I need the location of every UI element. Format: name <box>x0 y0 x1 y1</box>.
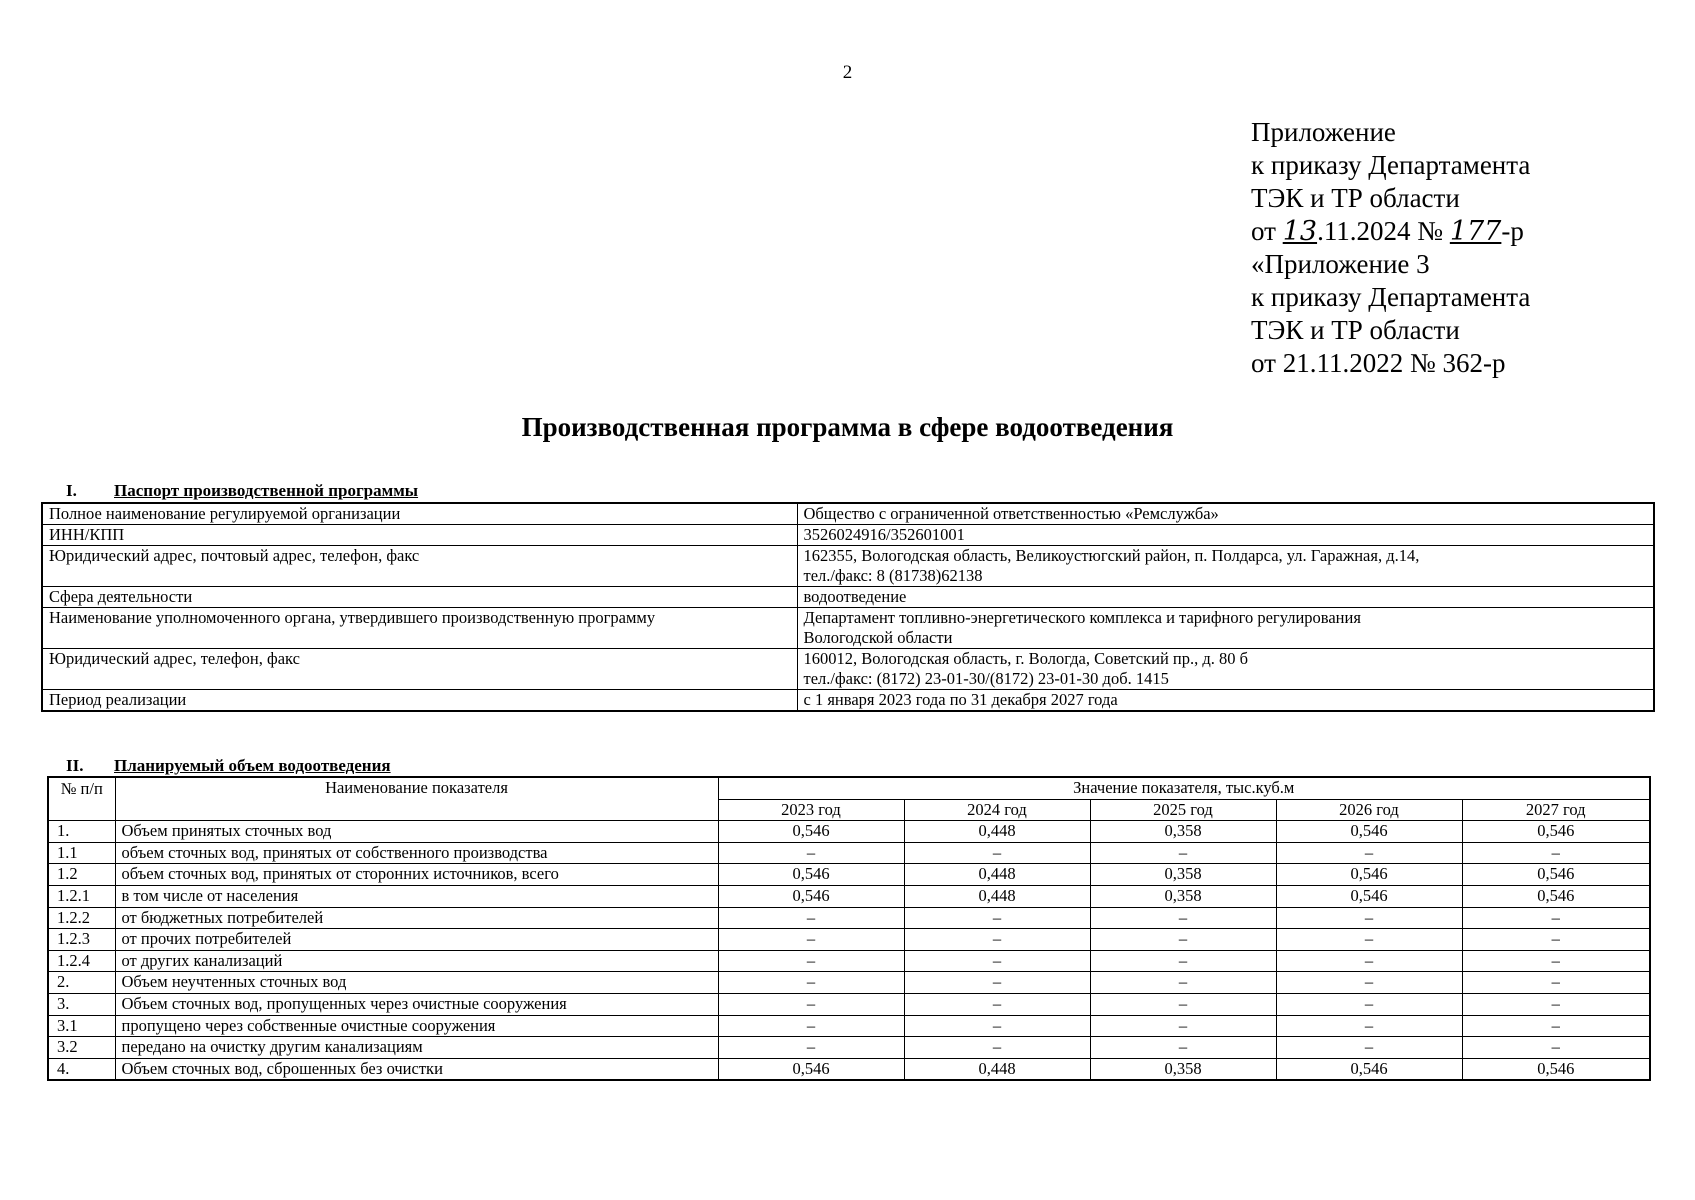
indicator-value: – <box>904 993 1090 1015</box>
passport-label: Юридический адрес, почтовый адрес, телефон, факс <box>42 546 797 587</box>
indicator-value: 0,358 <box>1090 821 1276 843</box>
passport-value-line: Департамент топливно-энергетического комплекса и тарифного регулирования <box>803 608 1361 627</box>
indicator-value: – <box>1462 907 1650 929</box>
indicator-name: в том числе от населения <box>115 885 718 907</box>
table-row <box>48 907 1650 929</box>
indicator-value: – <box>1090 950 1276 972</box>
indicator-value: – <box>1276 929 1462 951</box>
indicator-value: – <box>904 1037 1090 1059</box>
indicator-value: – <box>1090 842 1276 864</box>
annex-line: «Приложение 3 <box>1251 249 1430 279</box>
indicator-name: Объем сточных вод, пропущенных через очистные сооружения <box>115 993 718 1015</box>
indicator-value: – <box>1276 1037 1462 1059</box>
table-row <box>48 821 1650 843</box>
annex-line: Приложение <box>1251 117 1396 147</box>
passport-value-line: 162355, Вологодская область, Великоустюгский район, п. Полдарса, ул. Гаражная, д.14, <box>803 546 1420 565</box>
indicator-value: – <box>1276 993 1462 1015</box>
passport-label: Юридический адрес, телефон, факс <box>42 649 797 690</box>
indicator-name: от бюджетных потребителей <box>115 907 718 929</box>
passport-value <box>797 546 1654 587</box>
indicator-value: 0,448 <box>904 821 1090 843</box>
indicator-value: 0,546 <box>1276 864 1462 886</box>
passport-value <box>797 525 1654 546</box>
passport-row <box>42 525 1654 546</box>
passport-value <box>797 649 1654 690</box>
indicator-value: 0,546 <box>718 864 904 886</box>
indicator-value: – <box>1462 972 1650 994</box>
row-number: 1.2.3 <box>48 929 115 951</box>
indicator-value: 0,546 <box>718 821 904 843</box>
indicator-value: 0,546 <box>1462 864 1650 886</box>
indicator-name: от других канализаций <box>115 950 718 972</box>
col-num-header: № п/п <box>48 777 115 821</box>
passport-row <box>42 608 1654 649</box>
section2-heading <box>66 756 391 776</box>
annex-line: от 21.11.2022 № 362-р <box>1251 348 1506 378</box>
indicator-value: – <box>718 1037 904 1059</box>
indicator-value: – <box>1090 993 1276 1015</box>
indicator-name: передано на очистку другим канализациям <box>115 1037 718 1059</box>
indicator-value: – <box>1090 929 1276 951</box>
indicator-value: – <box>904 972 1090 994</box>
passport-value <box>797 608 1654 649</box>
indicator-value: – <box>904 929 1090 951</box>
annex-line: ТЭК и ТР области <box>1251 183 1460 213</box>
indicator-value: – <box>904 842 1090 864</box>
indicator-value: 0,358 <box>1090 864 1276 886</box>
indicator-value: – <box>1462 1037 1650 1059</box>
indicator-value: – <box>1090 1015 1276 1037</box>
section-number: I. <box>66 481 77 500</box>
row-number: 3.2 <box>48 1037 115 1059</box>
indicator-value: – <box>904 907 1090 929</box>
row-number: 1.2.1 <box>48 885 115 907</box>
indicator-name: от прочих потребителей <box>115 929 718 951</box>
passport-table <box>41 502 1655 712</box>
annex-date-line <box>1251 215 1530 248</box>
indicator-value: – <box>718 1015 904 1037</box>
passport-value <box>797 690 1654 712</box>
indicator-value: 0,546 <box>1276 885 1462 907</box>
date-rest: .11.2024 № <box>1317 216 1450 246</box>
indicator-value: – <box>718 972 904 994</box>
indicator-value: 0,546 <box>1462 1058 1650 1080</box>
section-title: Паспорт производственной программы <box>114 481 419 500</box>
annex-block <box>1251 116 1530 380</box>
passport-value-line: тел./факс: (8172) 23-01-30/(8172) 23-01-30 доб. 1415 <box>803 669 1169 688</box>
handwritten-order-number: 177 <box>1449 216 1502 247</box>
row-number: 1. <box>48 821 115 843</box>
table-row <box>48 1015 1650 1037</box>
year-header: 2027 год <box>1462 799 1650 821</box>
passport-value-line: 160012, Вологодская область, г. Вологда, Советский пр., д. 80 б <box>803 649 1249 668</box>
passport-label: ИНН/КПП <box>42 525 797 546</box>
indicator-value: – <box>1276 1015 1462 1037</box>
indicator-value: 0,448 <box>904 885 1090 907</box>
indicator-value: – <box>1276 972 1462 994</box>
table-row <box>48 972 1650 994</box>
indicator-name: пропущено через собственные очистные сооружения <box>115 1015 718 1037</box>
indicator-name: объем сточных вод, принятых от собственного производства <box>115 842 718 864</box>
table-row <box>48 842 1650 864</box>
passport-row <box>42 503 1654 525</box>
indicator-name: объем сточных вод, принятых от сторонних источников, всего <box>115 864 718 886</box>
indicator-value: – <box>1462 842 1650 864</box>
table-row <box>48 1037 1650 1059</box>
table-row <box>48 993 1650 1015</box>
passport-value-line: тел./факс: 8 (81738)62138 <box>803 566 983 585</box>
indicator-value: – <box>904 1015 1090 1037</box>
table-row <box>48 864 1650 886</box>
year-header: 2025 год <box>1090 799 1276 821</box>
document-title: Производственная программа в сфере водоотведения <box>521 412 1174 442</box>
passport-row <box>42 690 1654 712</box>
indicator-name: Объем сточных вод, сброшенных без очистки <box>115 1058 718 1080</box>
passport-value-line: водоотведение <box>803 587 907 606</box>
annex-line: к приказу Департамента <box>1251 150 1531 180</box>
volume-table <box>47 776 1651 1081</box>
indicator-value: – <box>1090 972 1276 994</box>
indicator-value: – <box>718 907 904 929</box>
row-number: 1.2.2 <box>48 907 115 929</box>
passport-value <box>797 503 1654 525</box>
year-header: 2023 год <box>718 799 904 821</box>
passport-label: Полное наименование регулируемой организации <box>42 503 797 525</box>
indicator-value: – <box>1462 950 1650 972</box>
passport-label: Период реализации <box>42 690 797 712</box>
passport-value-line: с 1 января 2023 года по 31 декабря 2027 года <box>803 690 1118 709</box>
col-value-header: Значение показателя, тыс.куб.м <box>718 777 1650 799</box>
year-header: 2026 год <box>1276 799 1462 821</box>
indicator-value: 0,358 <box>1090 1058 1276 1080</box>
indicator-value: 0,546 <box>718 885 904 907</box>
page-number: 2 <box>842 62 853 83</box>
row-number: 1.2 <box>48 864 115 886</box>
table-row <box>48 1058 1650 1080</box>
row-number: 1.1 <box>48 842 115 864</box>
passport-value-line: Общество с ограниченной ответственностью «Ремслужба» <box>803 504 1219 523</box>
indicator-name: Объем принятых сточных вод <box>115 821 718 843</box>
indicator-value: – <box>718 993 904 1015</box>
indicator-value: – <box>904 950 1090 972</box>
table-row <box>48 929 1650 951</box>
indicator-name: Объем неучтенных сточных вод <box>115 972 718 994</box>
table-row <box>48 950 1650 972</box>
section-number: II. <box>66 756 84 775</box>
row-number: 3.1 <box>48 1015 115 1037</box>
passport-row <box>42 649 1654 690</box>
order-suffix: -р <box>1501 216 1524 246</box>
indicator-value: 0,546 <box>1276 1058 1462 1080</box>
indicator-value: – <box>1462 1015 1650 1037</box>
indicator-value: 0,546 <box>718 1058 904 1080</box>
row-number: 1.2.4 <box>48 950 115 972</box>
indicator-value: – <box>1276 950 1462 972</box>
handwritten-day: 13 <box>1282 216 1318 247</box>
row-number: 3. <box>48 993 115 1015</box>
row-number: 2. <box>48 972 115 994</box>
section1-heading <box>66 481 418 501</box>
annex-line: к приказу Департамента <box>1251 282 1531 312</box>
annex-line: ТЭК и ТР области <box>1251 315 1460 345</box>
passport-label: Наименование уполномоченного органа, утвердившего производственную программу <box>42 608 797 649</box>
indicator-value: – <box>718 842 904 864</box>
indicator-value: – <box>1462 929 1650 951</box>
passport-label: Сфера деятельности <box>42 587 797 608</box>
indicator-value: – <box>1276 842 1462 864</box>
passport-value-line: Вологодской области <box>803 628 953 647</box>
passport-row <box>42 546 1654 587</box>
passport-value-line: 3526024916/352601001 <box>803 525 965 544</box>
indicator-value: 0,546 <box>1462 821 1650 843</box>
indicator-value: 0,546 <box>1276 821 1462 843</box>
table-row <box>48 885 1650 907</box>
indicator-value: – <box>1090 1037 1276 1059</box>
indicator-value: – <box>718 950 904 972</box>
indicator-value: 0,546 <box>1462 885 1650 907</box>
indicator-value: 0,448 <box>904 864 1090 886</box>
col-name-header: Наименование показателя <box>115 777 718 821</box>
passport-row <box>42 587 1654 608</box>
passport-value <box>797 587 1654 608</box>
date-prefix: от <box>1251 216 1283 246</box>
indicator-value: – <box>1462 993 1650 1015</box>
indicator-value: 0,448 <box>904 1058 1090 1080</box>
section-title: Планируемый объем водоотведения <box>114 756 391 775</box>
row-number: 4. <box>48 1058 115 1080</box>
indicator-value: 0,358 <box>1090 885 1276 907</box>
indicator-value: – <box>1090 907 1276 929</box>
year-header: 2024 год <box>904 799 1090 821</box>
indicator-value: – <box>1276 907 1462 929</box>
indicator-value: – <box>718 929 904 951</box>
